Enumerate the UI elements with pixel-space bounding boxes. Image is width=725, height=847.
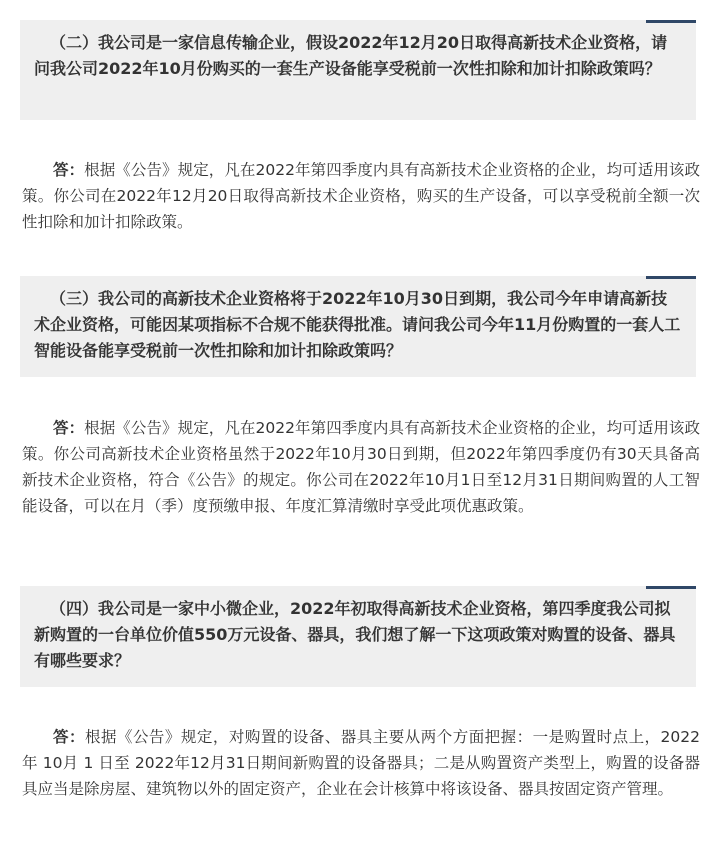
question-box-2	[20, 20, 696, 120]
question-text: （二）我公司是一家信息传输企业，假设2022年12月20日取得高新技术企业资格，请问我公司2022年10月份购买的一套生产设备能享受税前一次性扣除和加计扣除政策吗？	[34, 33, 668, 78]
answer-label: 答：	[53, 419, 85, 437]
answer-text: 根据《公告》规定，对购置的设备、器具主要从两个方面把握：一是购置时点上，2022 年 10月 1 日至 2022年12月31日期间新购置的设备器具；二是从购置资产类型上，购置的设备器具应当是除房屋、建筑物以外的固定资产，企业在会计核算中将该设备、器具按固定资产管理。	[22, 728, 700, 798]
answer-paragraph-3	[22, 415, 700, 519]
answer-paragraph-4	[22, 724, 700, 802]
answer-label: 答：	[53, 161, 85, 179]
answer-text: 根据《公告》规定，凡在2022年第四季度内具有高新技术企业资格的企业，均可适用该政策。你公司在2022年12月20日取得高新技术企业资格，购买的生产设备，可以享受税前全额一次性扣除和加计扣除政策。	[22, 161, 700, 231]
question-text: （四）我公司是一家中小微企业，2022年初取得高新技术企业资格，第四季度我公司拟新购置的一台单位价值550万元设备、器具，我们想了解一下这项政策对购置的设备、器具有哪些要求？	[34, 599, 676, 670]
accent-bar	[646, 276, 696, 279]
question-box-4	[20, 586, 696, 687]
answer-paragraph-2	[22, 157, 700, 235]
question-text: （三）我公司的高新技术企业资格将于2022年10月30日到期，我公司今年申请高新技术企业资格，可能因某项指标不合规不能获得批准。请问我公司今年11月份购置的一套人工智能设备能享受税前一次性扣除和加计扣除政策吗？	[34, 289, 681, 360]
answer-text: 根据《公告》规定，凡在2022年第四季度内具有高新技术企业资格的企业，均可适用该政策。你公司高新技术企业资格虽然于2022年10月30日到期，但2022年第四季度仍有30天具备高新技术企业资格，符合《公告》的规定。你公司在2022年10月1日至12月31日期间购置的人工智能设备，可以在月（季）度预缴申报、年度汇算清缴时享受此项优惠政策。	[22, 419, 700, 515]
question-box-3	[20, 276, 696, 377]
accent-bar	[646, 20, 696, 23]
answer-label: 答：	[53, 728, 85, 746]
accent-bar	[646, 586, 696, 589]
